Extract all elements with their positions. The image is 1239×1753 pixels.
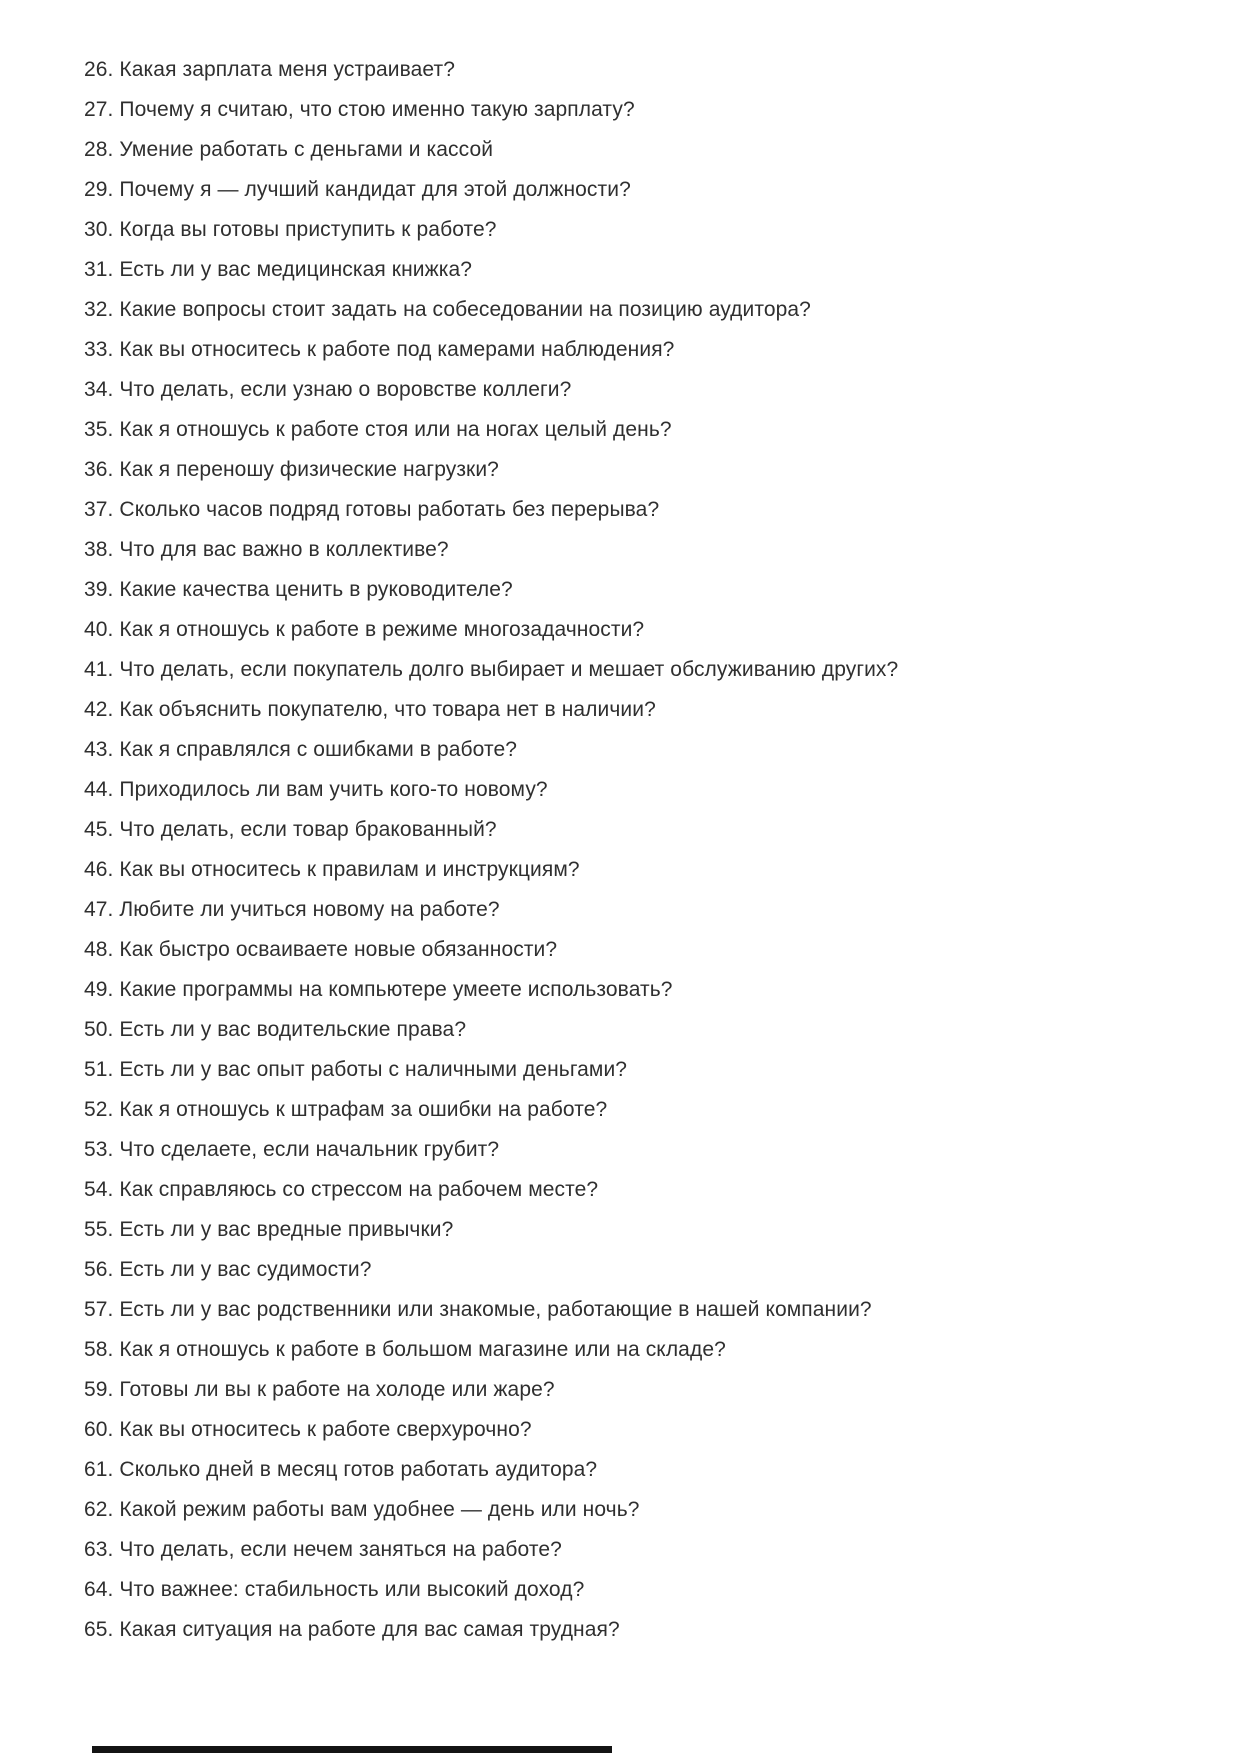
list-item: 29. Почему я — лучший кандидат для этой должности? — [84, 178, 631, 201]
list-item: 41. Что делать, если покупатель долго выбирает и мешает обслуживанию других? — [84, 658, 899, 681]
list-item: 52. Как я отношусь к штрафам за ошибки на работе? — [84, 1098, 608, 1121]
list-item: 31. Есть ли у вас медицинская книжка? — [84, 258, 473, 281]
list-item: 43. Как я справлялся с ошибками в работе? — [84, 738, 518, 761]
list-item: 37. Сколько часов подряд готовы работать без перерыва? — [84, 498, 660, 521]
list-item: 27. Почему я считаю, что стою именно такую зарплату? — [84, 98, 635, 121]
list-item: 46. Как вы относитесь к правилам и инструкциям? — [84, 858, 580, 881]
list-item: 26. Какая зарплата меня устраивает? — [84, 58, 455, 81]
list-item: 61. Сколько дней в месяц готов работать аудитора? — [84, 1458, 598, 1481]
list-item: 54. Как справляюсь со стрессом на рабочем месте? — [84, 1178, 599, 1201]
list-item: 48. Как быстро осваиваете новые обязанности? — [84, 938, 558, 961]
list-item: 30. Когда вы готовы приступить к работе? — [84, 218, 497, 241]
list-item: 63. Что делать, если нечем заняться на работе? — [84, 1538, 562, 1561]
list-item: 36. Как я переношу физические нагрузки? — [84, 458, 499, 481]
list-item: 42. Как объяснить покупателю, что товара нет в наличии? — [84, 698, 656, 721]
list-item: 65. Какая ситуация на работе для вас самая трудная? — [84, 1618, 620, 1641]
list-item: 33. Как вы относитесь к работе под камерами наблюдения? — [84, 338, 675, 361]
list-item: 49. Какие программы на компьютере умеете использовать? — [84, 978, 673, 1001]
list-item: 56. Есть ли у вас судимости? — [84, 1258, 372, 1281]
list-item: 44. Приходилось ли вам учить кого-то новому? — [84, 778, 548, 801]
list-item: 40. Как я отношусь к работе в режиме многозадачности? — [84, 618, 645, 641]
list-item: 62. Какой режим работы вам удобнее — день или ночь? — [84, 1498, 640, 1521]
list-item: 58. Как я отношусь к работе в большом магазине или на складе? — [84, 1338, 726, 1361]
list-item: 59. Готовы ли вы к работе на холоде или жаре? — [84, 1378, 555, 1401]
list-item: 53. Что сделаете, если начальник грубит? — [84, 1138, 500, 1161]
list-item: 39. Какие качества ценить в руководителе? — [84, 578, 513, 601]
list-item: 45. Что делать, если товар бракованный? — [84, 818, 497, 841]
list-item: 35. Как я отношусь к работе стоя или на ногах целый день? — [84, 418, 672, 441]
bottom-partial-bar — [92, 1746, 612, 1753]
list-item: 34. Что делать, если узнаю о воровстве коллеги? — [84, 378, 572, 401]
list-item: 57. Есть ли у вас родственники или знакомые, работающие в нашей компании? — [84, 1298, 872, 1321]
list-item: 38. Что для вас важно в коллективе? — [84, 538, 449, 561]
list-item: 55. Есть ли у вас вредные привычки? — [84, 1218, 454, 1241]
list-item: 50. Есть ли у вас водительские права? — [84, 1018, 467, 1041]
list-item: 28. Умение работать с деньгами и кассой — [84, 138, 494, 161]
list-item: 60. Как вы относитесь к работе сверхурочно? — [84, 1418, 532, 1441]
list-item: 32. Какие вопросы стоит задать на собеседовании на позицию аудитора? — [84, 298, 811, 321]
list-item: 51. Есть ли у вас опыт работы с наличными деньгами? — [84, 1058, 628, 1081]
list-item: 64. Что важнее: стабильность или высокий доход? — [84, 1578, 585, 1601]
list-item: 47. Любите ли учиться новому на работе? — [84, 898, 500, 921]
